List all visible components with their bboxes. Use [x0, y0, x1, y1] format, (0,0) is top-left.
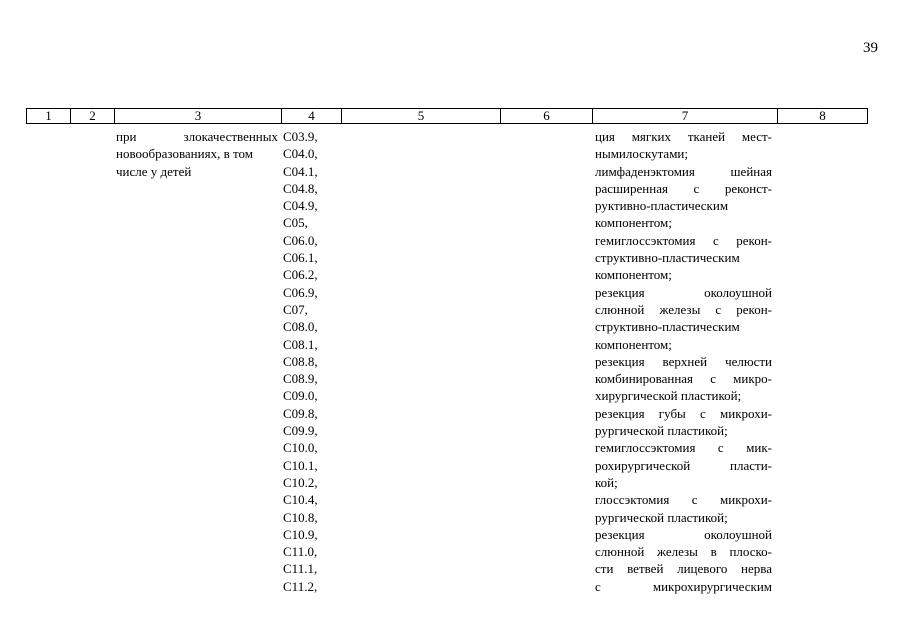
icd-code: C06.2, [283, 267, 318, 283]
treatment-line: кой; [595, 474, 618, 490]
icd-code: C11.0, [283, 544, 318, 560]
header-col-5: 5 [342, 109, 501, 123]
treatment-line: сти ветвей лицевого нерва [595, 561, 772, 577]
page-number: 39 [863, 40, 878, 56]
diagnosis-line: числе у детей [116, 163, 192, 179]
treatment-line: резекция верхней челюсти [595, 353, 772, 369]
icd-code: C08.1, [283, 336, 318, 352]
diagnosis-line: новообразованиях, в том [116, 146, 253, 162]
treatment-line: резекция околоушной [595, 526, 772, 542]
icd-code: C10.2, [283, 474, 318, 490]
treatment-line: гемиглоссэктомия с мик- [595, 440, 772, 456]
treatment-method-cell [595, 128, 772, 595]
icd-code: C08.8, [283, 353, 318, 369]
icd-code: C04.0, [283, 146, 318, 162]
treatment-line: рургической пластикой; [595, 423, 728, 439]
icd-code: C10.1, [283, 457, 318, 473]
icd-code: C04.1, [283, 163, 318, 179]
icd-code: C09.8, [283, 405, 318, 421]
icd-code: C10.4, [283, 492, 318, 508]
header-col-7: 7 [593, 109, 778, 123]
treatment-line: рургической пластикой; [595, 509, 728, 525]
diagnosis-line: при злокачественных [116, 129, 278, 144]
icd-code: C09.9, [283, 423, 318, 439]
treatment-line: резекция губы с микрохи- [595, 405, 772, 421]
treatment-line: ция мягких тканей мест- [595, 129, 772, 144]
icd-codes-cell [283, 128, 343, 595]
icd-code: C06.9, [283, 284, 318, 300]
header-col-4: 4 [282, 109, 342, 123]
icd-code: C04.9, [283, 198, 318, 214]
treatment-line: комбинированная с микро- [595, 371, 772, 387]
treatment-line: рохирургической пласти- [595, 457, 772, 473]
treatment-line: слюнной железы в плоско- [595, 544, 772, 560]
treatment-line: компонентом; [595, 267, 672, 283]
treatment-line: слюнной железы с рекон- [595, 301, 772, 317]
icd-code: C08.9, [283, 371, 318, 387]
treatment-line: расширенная с реконст- [595, 180, 772, 196]
icd-code: C10.0, [283, 440, 318, 456]
treatment-line: глоссэктомия с микрохи- [595, 492, 772, 508]
treatment-line: структивно-пластическим [595, 319, 740, 335]
treatment-line: хирургической пластикой; [595, 388, 742, 404]
icd-code: C06.1, [283, 250, 318, 266]
header-col-2: 2 [71, 109, 115, 123]
treatment-line: руктивно-пластическим [595, 198, 729, 214]
treatment-line: гемиглоссэктомия с рекон- [595, 232, 772, 248]
table-header-row [26, 108, 868, 124]
icd-code: C03.9, [283, 129, 318, 144]
header-col-3: 3 [115, 109, 282, 123]
icd-code: C10.9, [283, 526, 318, 542]
diagnosis-cell [116, 128, 278, 180]
header-col-1: 1 [27, 109, 71, 123]
treatment-line: структивно-пластическим [595, 250, 740, 266]
icd-code: C04.8, [283, 180, 318, 196]
icd-code: C11.2, [283, 578, 318, 594]
treatment-line: компонентом; [595, 336, 672, 352]
treatment-line: нымилоскутами; [595, 146, 688, 162]
treatment-line: лимфаденэктомия шейная [595, 163, 772, 179]
treatment-line: с микрохирургическим [595, 578, 772, 594]
icd-code: C11.1, [283, 561, 318, 577]
icd-code: C06.0, [283, 232, 318, 248]
icd-code: C09.0, [283, 388, 318, 404]
icd-code: C07, [283, 301, 308, 317]
icd-code: C08.0, [283, 319, 318, 335]
treatment-line: компонентом; [595, 215, 672, 231]
header-col-6: 6 [501, 109, 593, 123]
icd-code: C10.8, [283, 509, 318, 525]
header-col-8: 8 [819, 108, 826, 123]
icd-code: C05, [283, 215, 308, 231]
treatment-line: резекция околоушной [595, 284, 772, 300]
